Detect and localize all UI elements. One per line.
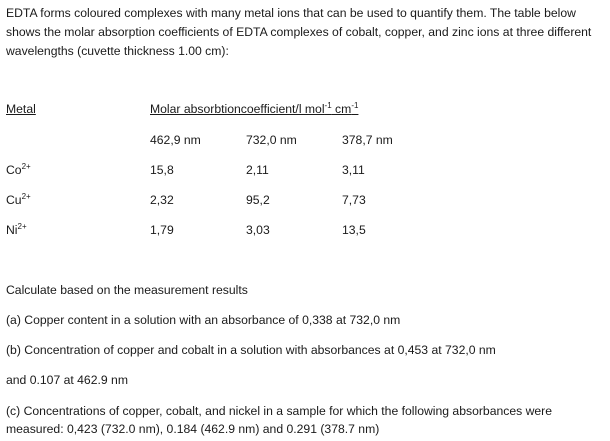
metal-header-text: Metal [6,102,36,116]
coef-header-unit: cm [331,102,352,116]
table-row-metal [6,163,31,177]
coefficient-column-header [150,102,358,116]
metal-symbol: Ni [6,223,18,237]
table-cell: 2,32 [150,193,174,207]
wavelength-3: 378,7 nm [342,133,393,147]
metal-symbol: Co [6,163,22,177]
question-a: (a) Copper content in a solution with an absorbance of 0,338 at 732,0 nm [6,313,401,327]
table-cell: 3,03 [246,223,270,237]
table-cell: 3,11 [342,163,365,177]
table-cell: 7,73 [342,193,366,207]
metal-charge: 2+ [21,161,31,171]
metal-column-header [6,102,36,116]
table-cell: 13,5 [342,223,366,237]
wavelength-2: 732,0 nm [246,133,297,147]
table-cell: 95,2 [246,193,270,207]
questions-lead: Calculate based on the measurement results [6,283,248,297]
question-c: (c) Concentrations of copper, cobalt, and nickel in a sample for which the following absorbances were measured: 0,423 (732.0 nm), 0.184 (462.9 nm) and 0.291 (378.7 nm) [6,404,553,436]
metal-charge: 2+ [17,221,27,231]
coef-header-sup-1: -1 [324,100,332,110]
intro-paragraph: EDTA forms coloured complexes with many metal ions that can be used to quantify them. The table below shows the molar absorption coefficients of EDTA complexes of cobalt, copper, and zinc ions at three different wavelengths (cuvette thickness 1.00 cm): [6,6,592,58]
question-b-line1: (b) Concentration of copper and cobalt in a solution with absorbances at 0,453 at 732,0 nm [6,343,496,357]
metal-charge: 2+ [21,191,31,201]
metal-symbol: Cu [6,193,22,207]
question-b-line2: and 0.107 at 462.9 nm [6,373,128,387]
coef-header-sup-2: -1 [351,100,359,110]
table-cell: 2,11 [246,163,269,177]
table-row-metal [6,223,27,237]
table-row-metal [6,193,31,207]
table-cell: 15,8 [150,163,174,177]
coef-header-text: Molar absorbtioncoefficient/l mol [150,102,325,116]
wavelength-1: 462,9 nm [150,133,201,147]
table-cell: 1,79 [150,223,174,237]
